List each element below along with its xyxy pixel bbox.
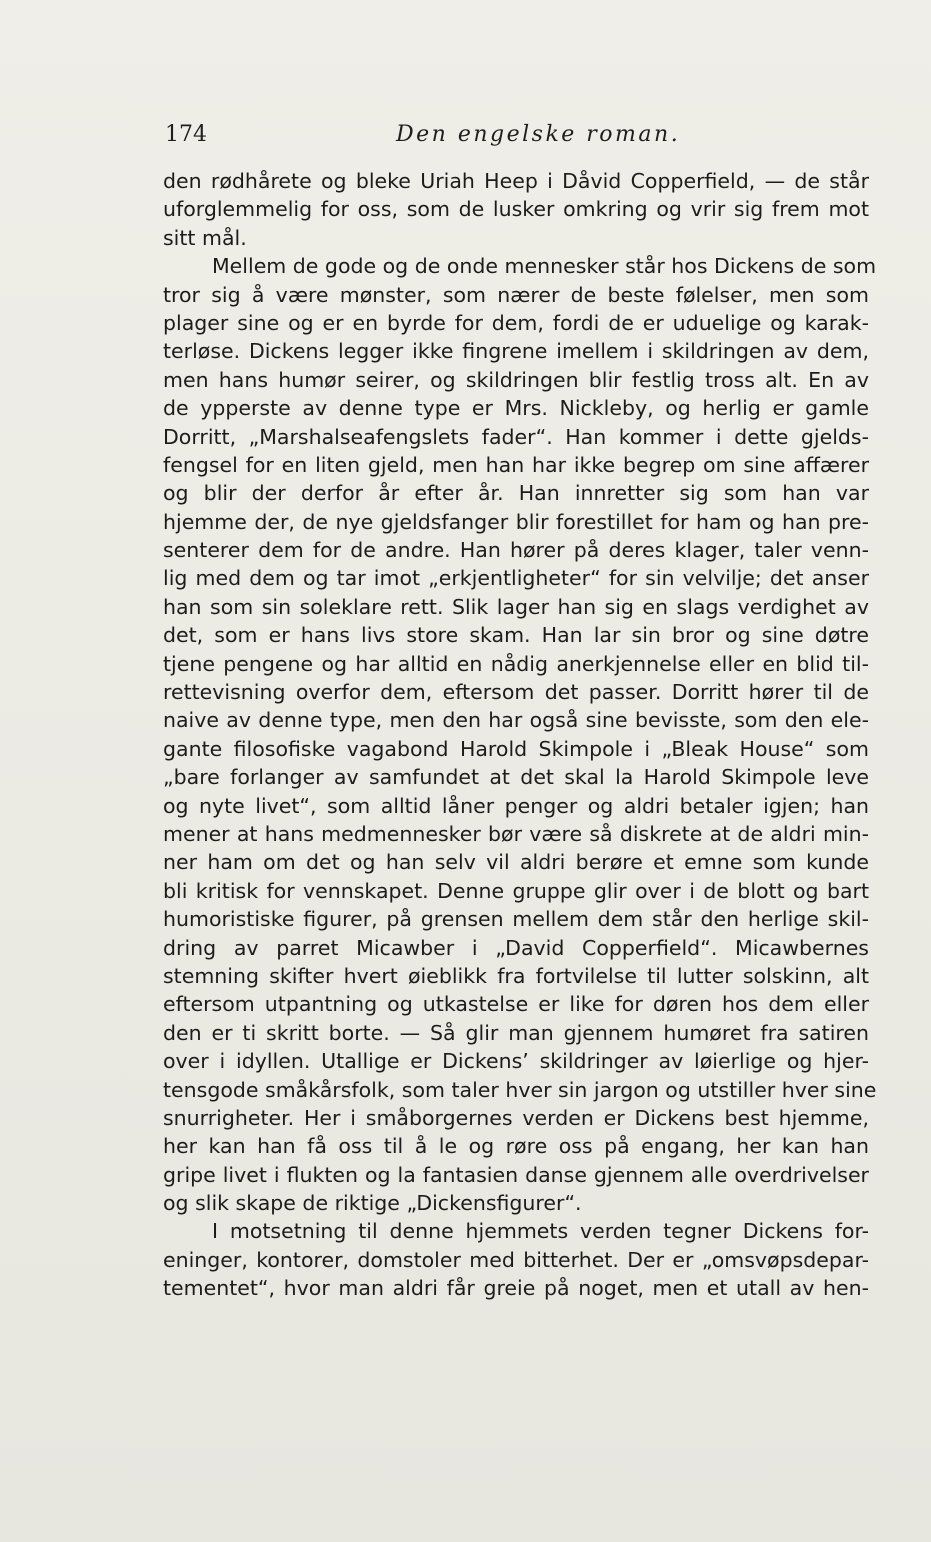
- text-line: tementet“, hvor man aldri får greie på noget, men et utall av hen-: [163, 1276, 869, 1301]
- text-line: her kan han få oss til å le og røre oss på engang, her kan han: [163, 1134, 869, 1159]
- text-line: „bare forlanger av samfundet at det skal la Harold Skimpole leve: [163, 765, 869, 790]
- text-line: snurrigheter. Her i småborgernes verden er Dickens best hjemme,: [163, 1105, 869, 1130]
- text-line: de ypperste av denne type er Mrs. Nickleby, og herlig er gamle: [163, 396, 869, 421]
- page-number: 174: [165, 122, 207, 147]
- text-line: bli kritisk for vennskapet. Denne gruppe glir over i de blott og bart: [163, 878, 869, 903]
- text-line: uforglemmelig for oss, som de lusker omkring og vrir sig frem mot: [163, 197, 869, 222]
- text-line: tror sig å være mønster, som nærer de beste følelser, men som: [163, 282, 869, 307]
- text-line: og slik skape de riktige „Dickensfigurer“.: [163, 1191, 582, 1216]
- text-line: stemning skifter hvert øieblikk fra fortvilelse til lutter solskinn, alt: [163, 963, 869, 988]
- text-line: lig med dem og tar imot „erkjentligheter“ for sin velvilje; det anser: [163, 566, 869, 591]
- text-line: mener at hans medmennesker bør være så diskrete at de aldri min-: [163, 821, 869, 846]
- text-line: tensgode småkårsfolk, som taler hver sin jargon og utstiller hver sine: [163, 1077, 877, 1102]
- text-line: han som sin soleklare rett. Slik lager han sig en slags verdighet av: [163, 594, 869, 619]
- text-line: tjene pengene og har alltid en nådig anerkjennelse eller en blid til-: [163, 651, 869, 676]
- text-line: terløse. Dickens legger ikke fingrene imellem i skildringen av dem,: [163, 339, 869, 364]
- running-title: Den engelske roman.: [396, 122, 681, 147]
- text-line: men hans humør seirer, og skildringen blir festlig tross alt. En av: [163, 367, 869, 392]
- text-line: sitt mål.: [163, 225, 247, 250]
- page-header: [165, 118, 867, 152]
- text-line: I motsetning til denne hjemmets verden tegner Dickens for-: [212, 1219, 869, 1244]
- text-line: det, som er hans livs store skam. Han lar sin bror og sine døtre: [163, 623, 869, 648]
- text-line: humoristiske figurer, på grensen mellem dem står den herlige skil-: [163, 907, 869, 932]
- text-line: Dorritt, „Marshalseafengslets fader“. Han kommer i dette gjelds-: [163, 424, 869, 449]
- text-line: den er ti skritt borte. — Så glir man gjennem humøret fra satiren: [163, 1020, 869, 1045]
- text-line: den rødhårete og bleke Uriah Heep i Dåvid Copperfield, — de står: [163, 169, 869, 193]
- text-line: senterer dem for de andre. Han hører på deres klager, taler venn-: [163, 538, 869, 563]
- text-line: og blir der derfor år efter år. Han innretter sig som han var: [163, 481, 869, 506]
- text-line: gante filosofiske vagabond Harold Skimpole i „Bleak House“ som: [163, 736, 869, 761]
- text-line: plager sine og er en byrde for dem, fordi de er uduelige og karak-: [163, 310, 869, 335]
- text-line: eftersom utpantning og utkastelse er like for døren hos dem eller: [163, 992, 869, 1017]
- text-line: eninger, kontorer, domstoler med bitterhet. Der er „omsvøpsdepar-: [163, 1247, 869, 1272]
- text-line: ner ham om det og han selv vil aldri berøre et emne som kunde: [163, 850, 869, 875]
- text-line: fengsel for en liten gjeld, men han har ikke begrep om sine affærer: [163, 452, 869, 477]
- text-line: rettevisning overfor dem, eftersom det passer. Dorritt hører til de: [163, 680, 869, 705]
- text-line: naive av denne type, men den har også sine bevisste, som den ele-: [163, 708, 869, 733]
- text-line: dring av parret Micawber i „David Copperfield“. Micawbernes: [163, 935, 869, 960]
- text-line: hjemme der, de nye gjeldsfanger blir forestillet for ham og han pre-: [163, 509, 869, 534]
- text-line: over i idyllen. Utallige er Dickens’ skildringer av løierlige og hjer-: [163, 1049, 869, 1074]
- text-line: Mellem de gode og de onde mennesker står hos Dickens de som: [212, 254, 877, 279]
- body-text: [163, 167, 877, 1303]
- text-line: og nyte livet“, som alltid låner penger og aldri betaler igjen; han: [163, 793, 869, 818]
- text-line: gripe livet i flukten og la fantasien danse gjennem alle overdrivelser: [163, 1162, 869, 1187]
